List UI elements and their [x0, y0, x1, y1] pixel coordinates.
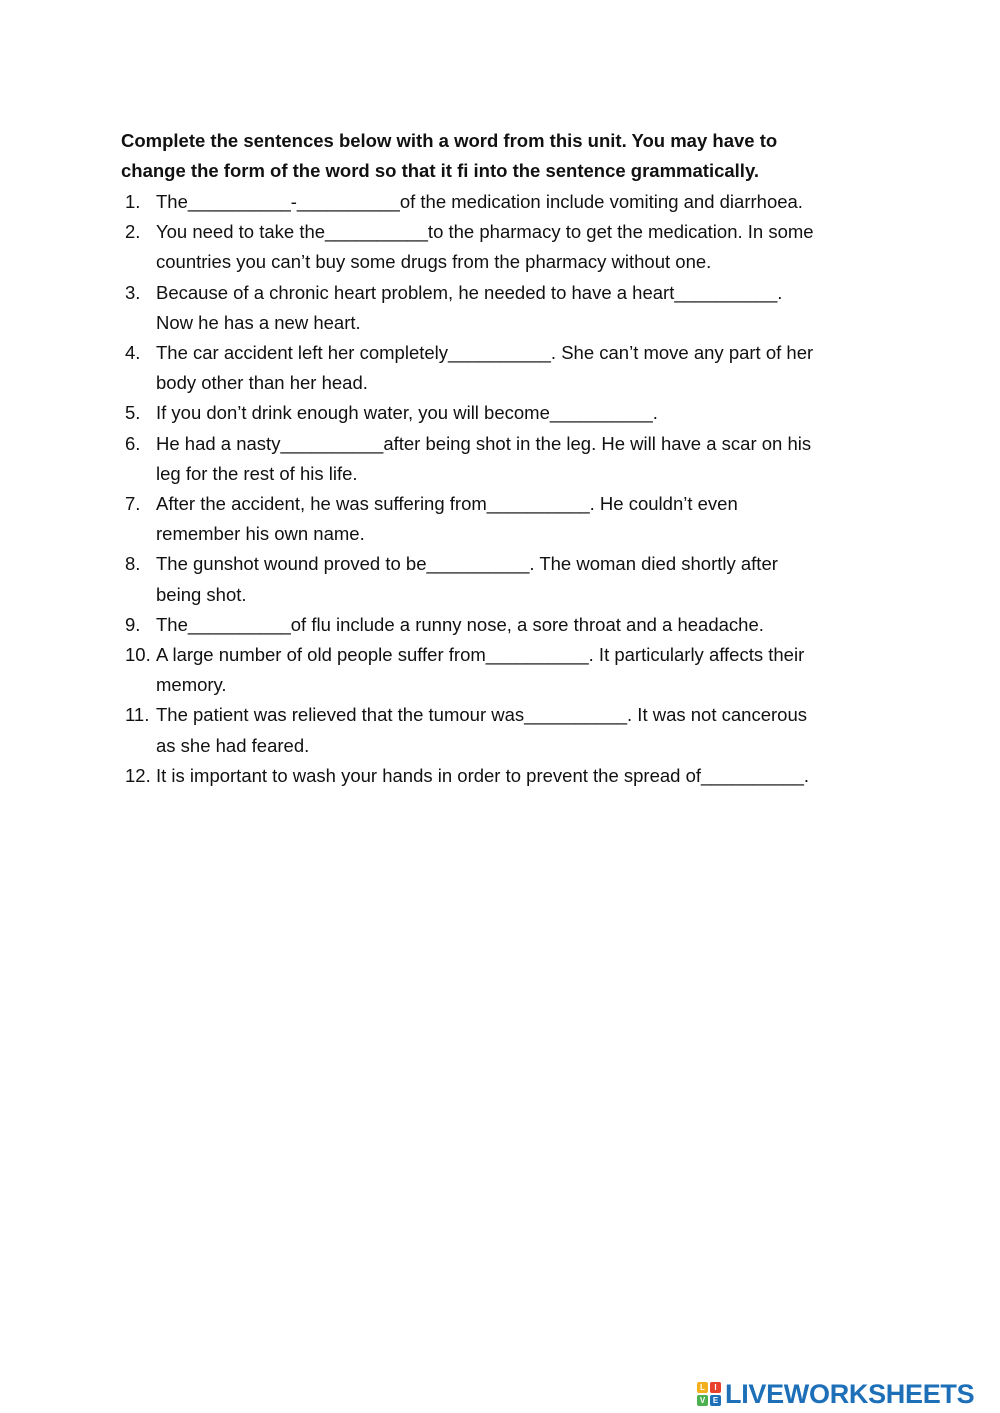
question-text-line: being shot. — [156, 583, 247, 605]
question-text-line: The patient was relieved that the tumour was__________. It was not cancerous — [156, 704, 807, 726]
question-text-line: The__________-__________of the medication include vomiting and diarrhoea. — [156, 191, 803, 212]
question-item — [121, 398, 891, 428]
question-text-line: leg for the rest of his life. — [156, 462, 358, 484]
logo-mark-tile: E — [710, 1395, 721, 1406]
question-text-line: After the accident, he was suffering from__________. He couldn’t even — [156, 493, 738, 515]
instructions-line-1: Complete the sentences below with a word from this unit. You may have to — [121, 130, 778, 151]
question-text-line: It is important to wash your hands in order to prevent the spread of__________. — [156, 764, 810, 786]
worksheet — [121, 126, 891, 791]
question-text-line: If you don’t drink enough water, you will become__________. — [156, 402, 658, 424]
question-text-line: The gunshot wound proved to be__________. The woman died shortly after — [156, 553, 778, 575]
question-text-line: The__________of flu include a runny nose, a sore throat and a headache. — [156, 613, 764, 635]
question-item — [121, 278, 891, 338]
question-text-line: Because of a chronic heart problem, he needed to have a heart__________. — [156, 281, 783, 303]
question-text-line: A large number of old people suffer from__________. It particularly affects their — [156, 644, 805, 666]
logo-mark-tile: I — [710, 1382, 721, 1393]
question-number: 2. — [125, 221, 141, 243]
question-number: 11. — [125, 704, 150, 726]
question-item — [121, 640, 891, 700]
question-item — [121, 489, 891, 549]
question-text-line: memory. — [156, 674, 227, 696]
question-number: 10. — [125, 644, 151, 666]
question-item — [121, 549, 891, 609]
question-number: 7. — [125, 493, 141, 515]
instructions-line-2: change the form of the word so that it fi into the sentence grammatically. — [121, 160, 759, 181]
question-text-line: remember his own name. — [156, 523, 365, 545]
question-text-line: body other than her head. — [156, 372, 368, 394]
logo-mark-icon — [697, 1382, 721, 1406]
question-text-line: You need to take the__________to the pharmacy to get the medication. In some — [156, 221, 814, 243]
question-number: 9. — [125, 613, 141, 635]
question-item — [121, 610, 891, 640]
question-number: 4. — [125, 342, 141, 364]
liveworksheets-logo — [697, 1378, 974, 1410]
question-item — [121, 338, 891, 398]
question-item — [121, 187, 891, 217]
question-item — [121, 700, 891, 760]
question-number: 3. — [125, 281, 141, 303]
logo-mark-tile: V — [697, 1395, 708, 1406]
question-number: 12. — [125, 764, 151, 786]
question-number: 6. — [125, 432, 141, 454]
question-number: 5. — [125, 402, 141, 424]
question-list — [121, 187, 891, 791]
question-number: 1. — [125, 191, 141, 212]
question-text-line: Now he has a new heart. — [156, 311, 361, 333]
question-item — [121, 429, 891, 489]
instructions — [121, 126, 891, 186]
logo-mark-tile: L — [697, 1382, 708, 1393]
question-item — [121, 217, 891, 277]
question-text-line: He had a nasty__________after being shot in the leg. He will have a scar on his — [156, 432, 812, 454]
question-text-line: countries you can’t buy some drugs from the pharmacy without one. — [156, 251, 712, 273]
question-text-line: The car accident left her completely__________. She can’t move any part of her — [156, 342, 814, 364]
question-number: 8. — [125, 553, 141, 575]
logo-text: LIVEWORKSHEETS — [725, 1378, 975, 1409]
question-text-line: as she had feared. — [156, 734, 310, 756]
question-item — [121, 761, 891, 791]
